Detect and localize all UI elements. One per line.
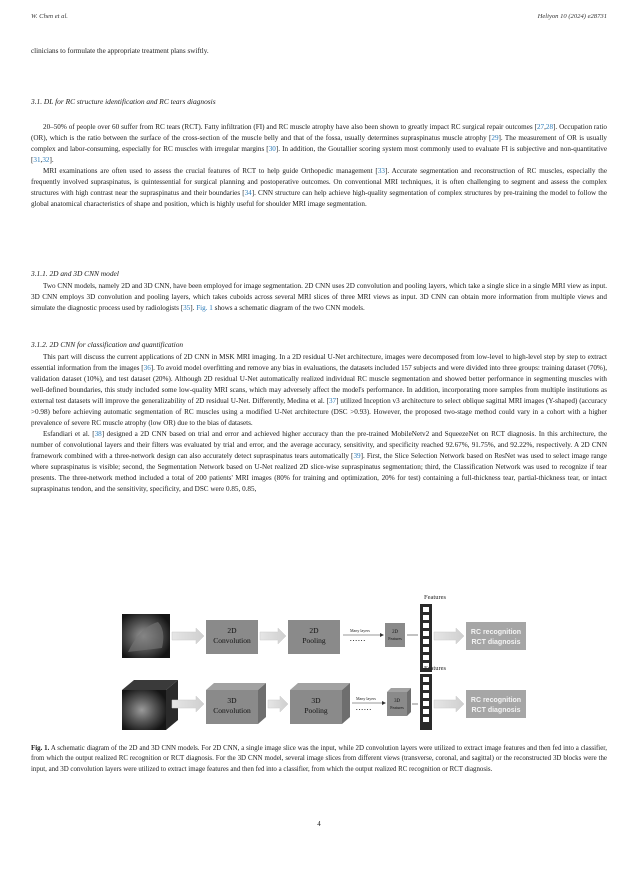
text-segment: This part will discuss the current applications of 2D CNN in MSK MRI imaging. In a 2D residual U-Net architecture, images were decomposed from low-level to high-level step by step to extract essential information from the images [ <box>31 353 607 372</box>
text-segment: ] designed a 2D CNN based on trial and error and achieved higher accuracy than the pre-trained MobileNetv2 and SqueezeNet on RCT diagnosis. In this architecture, the number of convolutional layers and their filters was evaluated by trial and error, and the average accuracy, sensitivity, and specificity reached 92.67%, 91.75%, and 92.22%, respectively. A 2D CNN framework combined with a three-network design can also accurately detect supraspinatus tears automatically [ <box>31 430 607 460</box>
section-3-1-body <box>31 122 607 210</box>
paragraph <box>31 429 607 495</box>
section-3-1-1-body <box>31 281 607 314</box>
text-segment: ]. Accurate segmentation and reconstruction of RC muscles, especially the frequently involved supraspinatus, is quintessential for surgical planning and postoperative outcomes. On conventional MRI techniques, it is often challenging to segment and assess the complex structures with high contrast near the supraspinatus and their boundaries [ <box>31 167 607 197</box>
citation-link[interactable]: 27 <box>536 123 545 131</box>
text-segment: ]. In addition, the Goutallier scoring system most commonly used to evaluate FI is subjective and non-quantitative [ <box>31 145 607 164</box>
citation-link[interactable]: 29 <box>491 134 499 142</box>
citation-link[interactable]: 34 <box>244 189 252 197</box>
figure-1-cnn-diagram <box>118 592 528 732</box>
features-heading: Features <box>424 665 447 672</box>
conv-2d-label: Convolution <box>213 636 251 645</box>
output-label: RC recognition <box>470 697 522 704</box>
pool-2d-label: Pooling <box>302 636 326 645</box>
page-number: 4 <box>317 820 321 828</box>
text-segment: Two CNN models, namely 2D and 3D CNN, have been employed for image segmentation. 2D CNN uses 2D convolution and pooling layers, which take a single slice in a single MRI view as input. 3D CNN employs 3D convolution and pooling layers, which takes cuboids across several MRI slices of three MRI views as input. 3D CNN can obtain more information from multiple views and simulate the diagnostic process used by radiologists [ <box>31 282 607 312</box>
paragraph <box>31 281 607 314</box>
output-label: RC recognition <box>470 629 522 636</box>
text-segment: , <box>40 156 43 164</box>
conv-3d-label: Convolution <box>213 706 251 715</box>
citation-link[interactable]: 32 <box>42 156 50 164</box>
citation-link[interactable]: 30 <box>268 145 276 153</box>
caption-text: A schematic diagram of the 2D and 3D CNN models. For 2D CNN, a single image slice was the input, while 2D convolution layers were utilized to extract image features and then fed into a classifier, from which the output realized RC recognition or RCT diagnosis. For the 3D CNN model, several image slices from different views (transverse, coronal, and sagittal) or the reconstructed 3D blocks were the input, and 3D convolution layers were utilized to extract image features and then fed into a classifier, from which the output realized RC recognition or RCT diagnosis. <box>31 745 608 773</box>
text-segment: , <box>544 123 546 131</box>
features-2d-label: 2D <box>392 630 398 635</box>
running-header-authors: W. Chen et al. <box>31 13 68 20</box>
arrow <box>260 628 286 644</box>
paragraph <box>31 166 607 210</box>
arrow <box>434 696 464 712</box>
text-segment: ]. <box>49 156 54 164</box>
running-header-journal: Heliyon 10 (2024) e28731 <box>537 13 607 20</box>
text-segment: ]. Occupation ratio (OR), which is the ratio between the surface of the cross-section of the muscle belly and that of the fossa, usually determines supraspinatus muscle atrophy [ <box>31 123 607 142</box>
layers-dots: • • • • • • <box>356 707 372 712</box>
features-2d-label: Features <box>388 636 402 641</box>
section-title-3-1: 3.1. DL for RC structure identification and RC tears diagnosis <box>31 97 216 106</box>
citation-link[interactable]: 36 <box>143 364 151 372</box>
citation-link[interactable]: 28 <box>545 123 554 131</box>
arrow <box>434 628 464 644</box>
text-segment: ]. First, the Slice Selection Network based on ResNet was used to select image range where supraspinatus is visible; second, the Segmentation Network based on U-Net realized 2D slice-wise supraspinatus segmentation; third, the Classification Network was used to recognize if tear presents. The three-network method included a total of 200 patients' MRI images (80% for training and optimization, 20% for test) containing a full-thickness tear, partial-thickness tear, or intact supraspinatus tendon, and the sensitivity, specificity, and DSC were 0.85, 0.85, <box>31 452 607 493</box>
citation-link[interactable]: 38 <box>94 430 102 438</box>
text-segment: MRI examinations are often used to assess the crucial features of RCT to help guide Orthopedic management [ <box>43 167 378 175</box>
text-segment: shows a schematic diagram of the two CNN models. <box>212 304 365 312</box>
figure-1-caption <box>31 744 607 775</box>
features-3d-label: 3D <box>394 699 400 704</box>
section-3-1-2-body <box>31 352 607 495</box>
pool-3d-label: Pooling <box>304 706 328 715</box>
text-segment: ] utilized Inception v3 architecture to select oblique sagittal MRI images (Y-shaped) (accuracy >0.98) before achieving automatic segmentation of RC muscles using a modified U-Net architecture (DSC >0.93). However, the proposed two-stage method could vary in a cohort with a higher prevalence of severe RC muscle atrophy (low OR) due to the bias of datasets. <box>31 397 608 427</box>
text-segment: ]. The measurement of OR is usually complex and labor-consuming, especially for RC muscles with irregular margins [ <box>31 134 607 153</box>
intro-text: clinicians to formulate the appropriate treatment plans swiftly. <box>31 47 209 55</box>
paragraph <box>31 122 607 166</box>
output-label: RCT diagnosis <box>471 639 521 646</box>
features-3d-label: Features <box>390 705 404 710</box>
citation-link[interactable]: Fig. 1 <box>196 304 213 312</box>
text-segment: ]. CNN structure can help achieve high-quality segmentation of complex structures by pre-training the model to follow the global anatomical characteristics of shape and position, which is highly useful for shoulder MRI image segmentation. <box>31 189 608 208</box>
row-2d-cnn <box>122 594 526 672</box>
feature-vector-2d <box>420 604 432 672</box>
paragraph <box>31 352 607 429</box>
citation-link[interactable]: 35 <box>183 304 191 312</box>
box-3d-features <box>387 692 407 716</box>
section-title-3-1-2: 3.1.2. 2D CNN for classification and quantification <box>31 340 184 349</box>
output-label: RCT diagnosis <box>471 707 521 714</box>
layers-dots: • • • • • • <box>350 638 366 643</box>
citation-link[interactable]: 39 <box>353 452 361 460</box>
pool-3d-label: 3D <box>311 696 321 705</box>
box-2d-features <box>385 623 405 647</box>
section-title-3-1-1: 3.1.1. 2D and 3D CNN model <box>31 269 119 278</box>
citation-link[interactable]: 37 <box>328 397 337 405</box>
arrow <box>268 696 288 712</box>
text-segment: Esfandiari et al. [ <box>43 430 95 438</box>
citation-link[interactable]: 33 <box>377 167 385 175</box>
arrow <box>172 628 204 644</box>
mri-volume-3d <box>122 690 166 730</box>
features-heading: Features <box>424 594 447 601</box>
caption-label: Fig. 1. <box>31 745 50 752</box>
many-layers-label: Many layers <box>356 696 376 701</box>
text-segment: ]. To avoid model overfitting and remove any bias in evaluations, the datasets included 157 subjects and were divided into three groups: training dataset (70%), validation dataset (10%), and test dataset (20%). Although 2D residual U-Net automatically realized individual RC muscle segmentation and showed better performance in segmenting muscles with well-defined boundaries, this study included some low-quality MRI scans, which may adversely affect the model's performance. In addition, incorporating more samples from multiple institutions as external test datasets will improve the generalizability of 2D residual U-Net. Differently, Medina et al. [ <box>31 364 607 405</box>
many-layers-label: Many layers <box>350 628 370 633</box>
pool-2d-label: 2D <box>309 626 319 635</box>
text-segment: 20–50% of people over 60 suffer from RC tears (RCT). Fatty infiltration (FI) and RC muscle atrophy have also been shown to greatly impact RC surgical repair outcomes [ <box>43 123 537 131</box>
conv-3d-label: 3D <box>227 696 237 705</box>
row-3d-cnn <box>122 665 526 730</box>
conv-2d-label: 2D <box>227 626 237 635</box>
text-segment: ]. <box>190 304 197 312</box>
intro-line <box>31 46 607 57</box>
citation-link[interactable]: 31 <box>33 156 41 164</box>
